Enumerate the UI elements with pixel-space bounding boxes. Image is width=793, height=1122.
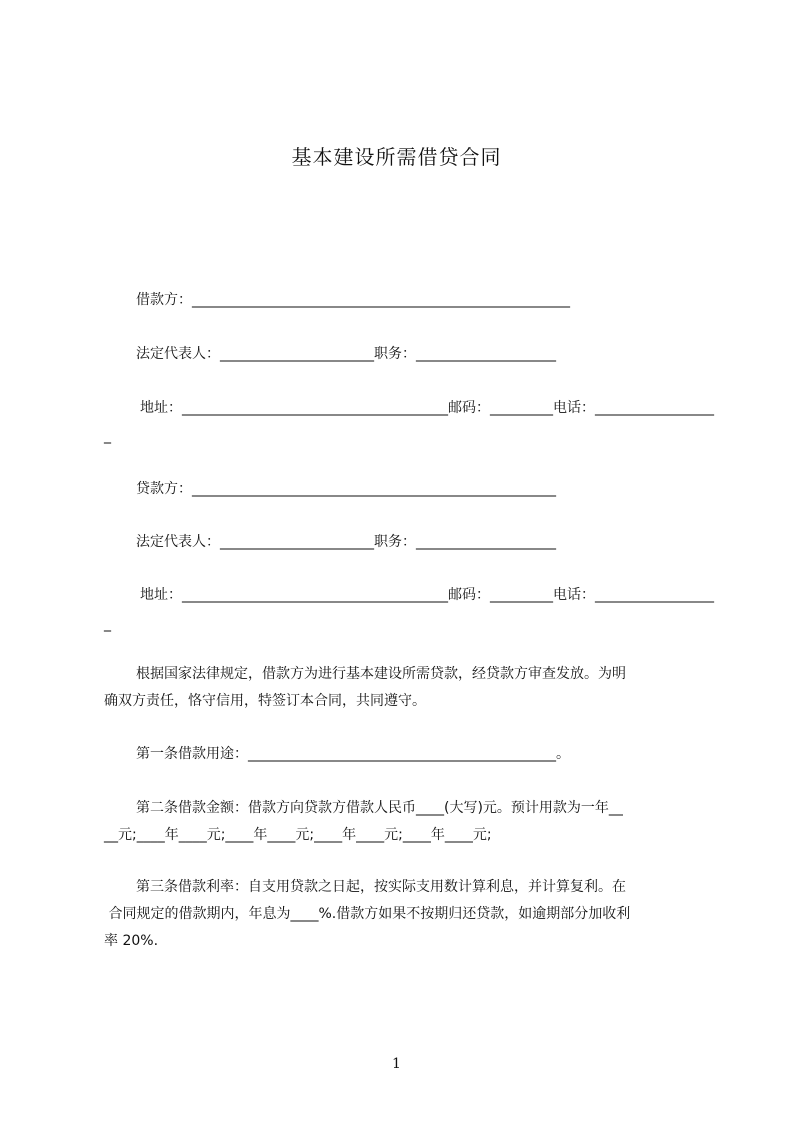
article-2-line: __元;____年____元;____年____元;____年____元;____年____元; [104,827,492,843]
preamble-line: 确双方责任，恪守信用，特签订本合同，共同遵守。 [104,693,426,709]
lender-representative-line: 法定代表人：______________________职务：____________________ [136,534,556,550]
lender-address-line: 地址：______________________________________邮码：_________电话：_________________ [140,587,714,603]
borrower-representative-line: 法定代表人：______________________职务：____________________ [136,346,556,362]
article-2-line: 第二条借款金额：借款方向贷款方借款人民币____(大写)元。预计用款为一年__ [136,800,623,816]
lender-name-line: 贷款方：____________________________________________________ [136,481,556,497]
article-3-line: 合同规定的借款期内，年息为____%.借款方如果不按期归还贷款，如逾期部分加收利 [104,906,631,922]
document-title: 基本建设所需借贷合同 [291,145,502,169]
borrower-address-continuation: _ [104,428,111,444]
article-3-line: 率 20%. [104,933,159,949]
borrower-address-line: 地址：______________________________________邮码：_________电话：_________________ [140,400,714,416]
borrower-name-line: 借款方：______________________________________________________ [136,292,570,308]
article-1-purpose: 第一条借款用途：____________________________________________。 [136,746,570,762]
page-number: 1 [392,1056,401,1072]
lender-address-continuation: _ [104,616,111,632]
article-3-line: 第三条借款利率：自支用贷款之日起，按实际支用数计算利息，并计算复利。在 [136,879,626,895]
preamble-line: 根据国家法律规定，借款方为进行基本建设所需贷款，经贷款方审查发放。为明 [136,666,626,682]
